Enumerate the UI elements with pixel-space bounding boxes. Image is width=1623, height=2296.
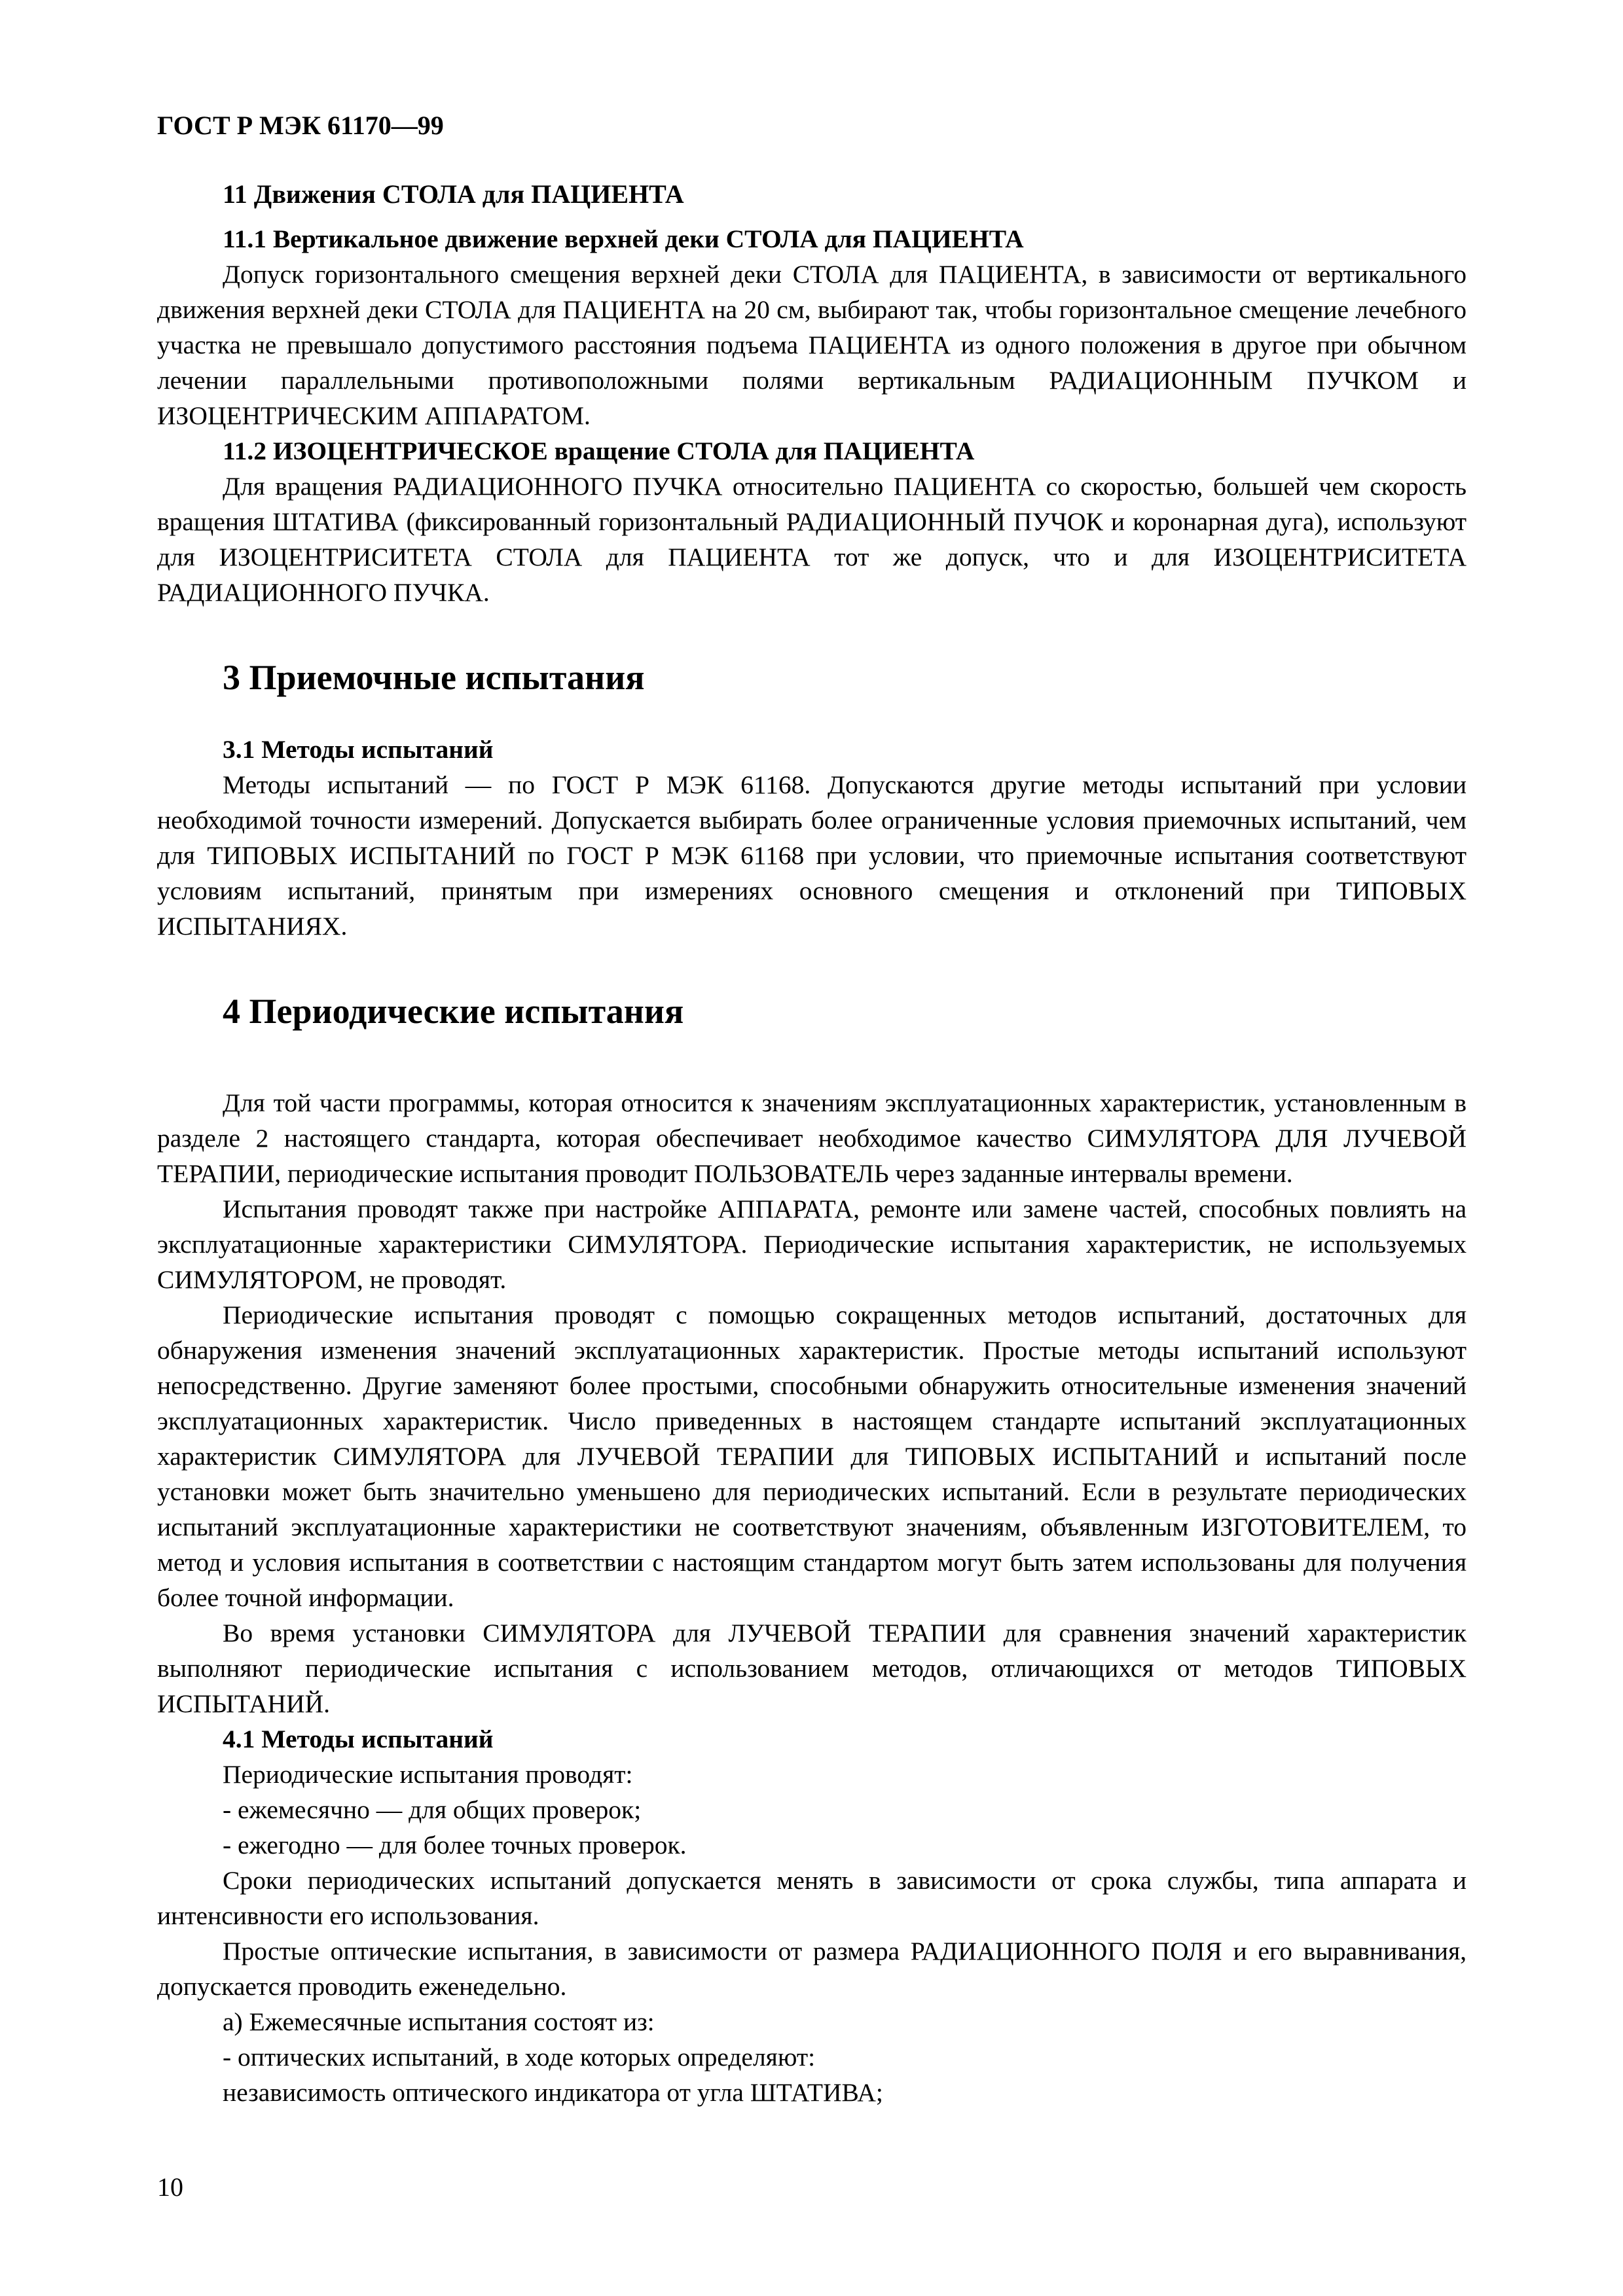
subsection-11-2-text: Для вращения РАДИАЦИОННОГО ПУЧКА относительно ПАЦИЕНТА со скоростью, большей чем скорость вращения ШТАТИВА (фиксированный горизонтальный РАДИАЦИОННЫЙ ПУЧОК и коронарная дуга), используют для ИЗОЦЕНТРИСИТЕТА СТОЛА для ПАЦИЕНТА тот же допуск, что и для ИЗОЦЕНТРИСИТЕТА РАДИАЦИОННОГО ПУЧКА. <box>157 472 1467 607</box>
list-line: независимость оптического индикатора от угла ШТАТИВА; <box>223 2078 883 2107</box>
section-4-paragraph-3: Периодические испытания проводят с помощью сокращенных методов испытаний, достаточных для обнаружения изменения значений эксплуатационных характеристик. Простые методы испытаний используют непосредственно. Другие заменяют более простыми, способными обнаружить относительные изменения значений эксплуатационных характеристик. Число приведенных в настоящем стандарте испытаний эксплуатационных характеристик СИМУЛЯТОРА для ЛУЧЕВОЙ ТЕРАПИИ для ТИПОВЫХ ИСПЫТАНИЙ и испытаний после установки может быть значительно уменьшено для периодических испытаний. Если в результате периодических испытаний эксплуатационные характеристики не соответствуют значениям, объявленным ИЗГОТОВИТЕЛЕМ, то метод и условия испытания в соответствии с настоящим стандартом могут быть затем использованы для получения более точной информации. <box>157 1300 1467 1612</box>
section-4-paragraph-2: Испытания проводят также при настройке АППАРАТА, ремонте или замене частей, способных повлиять на эксплуатационные характеристики СИМУЛЯТОРА. Периодические испытания характеристик, не используемых СИМУЛЯТОРОМ, не проводят. <box>157 1194 1467 1294</box>
list-line: - оптических испытаний, в ходе которых определяют: <box>223 2043 816 2072</box>
subsection-4-1-paragraph-2: Сроки периодических испытаний допускается менять в зависимости от срока службы, типа аппарата и интенсивности его использования. <box>157 1866 1467 1930</box>
list-line: - ежегодно — для более точных проверок. <box>223 1831 687 1859</box>
section-3-title: 3 Приемочные испытания <box>223 658 645 697</box>
document-code-header: ГОСТ Р МЭК 61170—99 <box>157 111 444 140</box>
subsection-4-1-title: 4.1 Методы испытаний <box>223 1725 494 1753</box>
section-11-title: 11 Движения СТОЛА для ПАЦИЕНТА <box>223 179 684 209</box>
subsection-11-2-title: 11.2 ИЗОЦЕНТРИЧЕСКОЕ вращение СТОЛА для ПАЦИЕНТА <box>223 437 975 465</box>
section-4-paragraph-1: Для той части программы, которая относится к значениям эксплуатационных характеристик, установленным в разделе 2 настоящего стандарта, которая обеспечивает необходимое качество СИМУЛЯТОРА ДЛЯ ЛУЧЕВОЙ ТЕРАПИИ, периодические испытания проводит ПОЛЬЗОВАТЕЛЬ через заданные интервалы времени. <box>157 1088 1467 1188</box>
section-4-title: 4 Периодические испытания <box>223 992 684 1031</box>
list-line: а) Ежемесячные испытания состоят из: <box>223 2007 655 2036</box>
page-number: 10 <box>157 2172 183 2202</box>
document-body <box>157 177 1467 2110</box>
subsection-11-1-title: 11.1 Вертикальное движение верхней деки СТОЛА для ПАЦИЕНТА <box>223 224 1024 253</box>
subsection-4-1-paragraph-3: Простые оптические испытания, в зависимости от размера РАДИАЦИОННОГО ПОЛЯ и его выравнивания, допускается проводить еженедельно. <box>157 1937 1467 2001</box>
section-4-paragraph-4: Во время установки СИМУЛЯТОРА для ЛУЧЕВОЙ ТЕРАПИИ для сравнения значений характеристик выполняют периодические испытания с использованием методов, отличающихся от методов ТИПОВЫХ ИСПЫТАНИЙ. <box>157 1619 1467 1718</box>
subsection-3-1-text: Методы испытаний — по ГОСТ Р МЭК 61168. Допускаются другие методы испытаний при условии необходимой точности измерений. Допускается выбирать более ограниченные условия приемочных испытаний, чем для ТИПОВЫХ ИСПЫТАНИЙ по ГОСТ Р МЭК 61168 при условии, что приемочные испытания соответствуют условиям испытаний, принятым при измерениях основного смещения и отклонений при ТИПОВЫХ ИСПЫТАНИЯХ. <box>157 770 1467 941</box>
subsection-3-1-title: 3.1 Методы испытаний <box>223 735 494 764</box>
subsection-11-1-text: Допуск горизонтального смещения верхней деки СТОЛА для ПАЦИЕНТА, в зависимости от вертикального движения верхней деки СТОЛА для ПАЦИЕНТА на 20 см, выбирают так, чтобы горизонтальное смещение лечебного участка не превышало допустимого расстояния подъема ПАЦИЕНТА из одного положения в другое при обычном лечении параллельными противоположными полями вертикальным РАДИАЦИОННЫМ ПУЧКОМ и ИЗОЦЕНТРИЧЕСКИМ АППАРАТОМ. <box>157 260 1467 430</box>
list-line: - ежемесячно — для общих проверок; <box>223 1795 642 1824</box>
list-line: Периодические испытания проводят: <box>223 1760 633 1789</box>
